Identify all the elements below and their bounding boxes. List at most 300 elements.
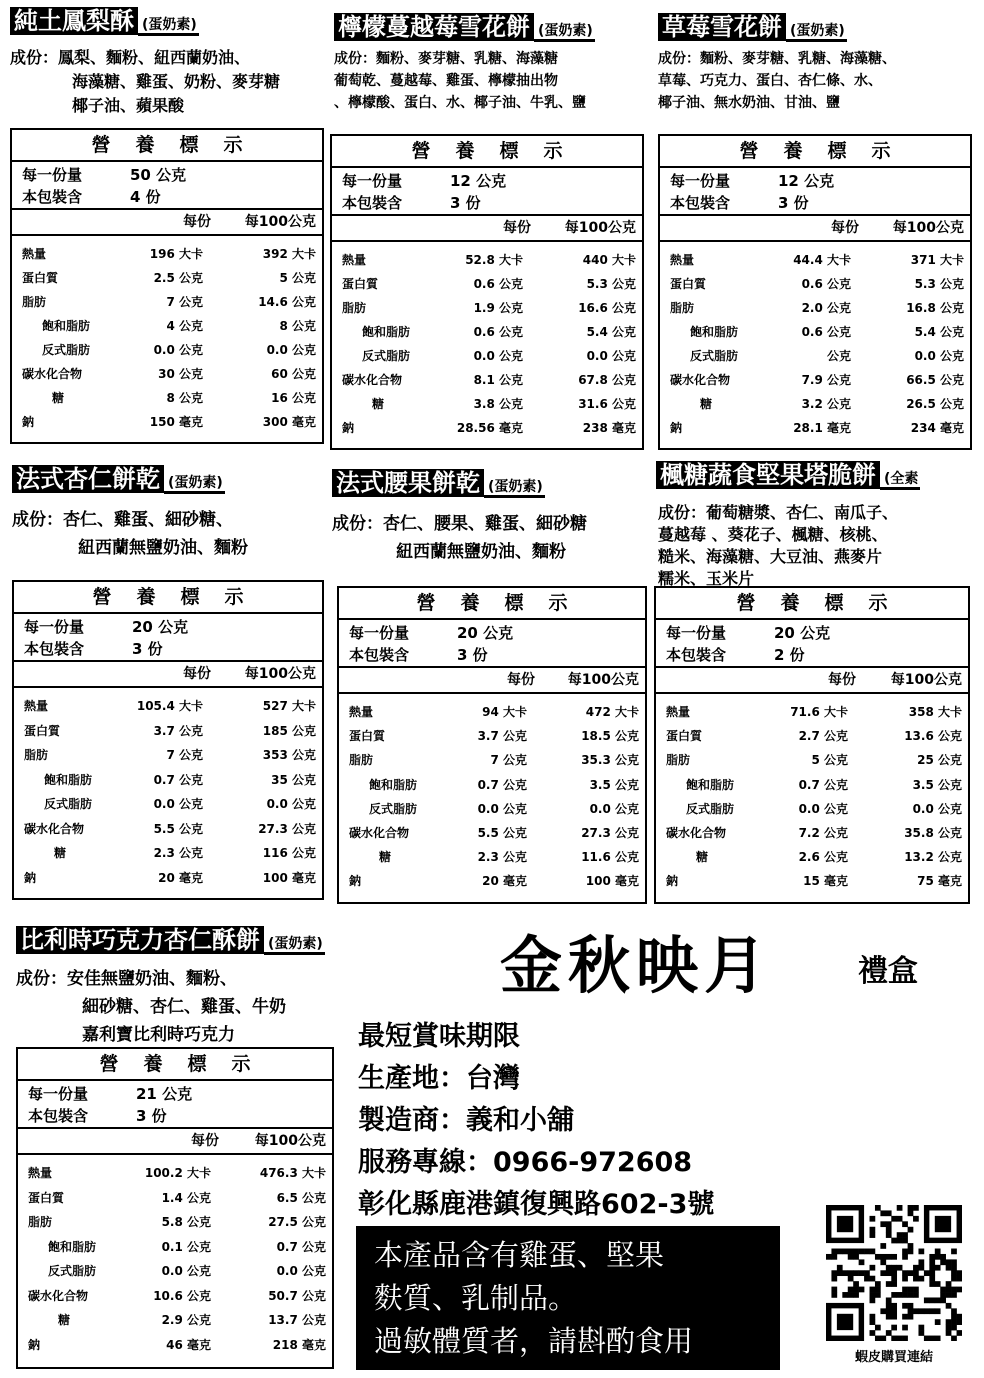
column-headers <box>14 662 322 688</box>
nutrient-per-100g: 6.5 公克 <box>276 1190 326 1205</box>
nutrient-name: 碳水化合物 <box>342 373 403 387</box>
servings-per-pack-value: 3 份 <box>132 640 163 658</box>
nutrient-per-100g: 0.0 公克 <box>276 1264 326 1278</box>
nutrient-per-serving: 10.6 公克 <box>153 1288 211 1303</box>
servings-per-pack-label: 本包裝含 <box>670 194 731 212</box>
qr-code[interactable] <box>826 1205 962 1341</box>
nutrient-row-protein <box>14 719 322 743</box>
serving-size-value: 20 公克 <box>457 624 514 642</box>
serving-size-row <box>349 622 645 644</box>
nutrient-name: 反式脂肪 <box>369 801 418 816</box>
nutrient-per-100g: 0.0 公克 <box>586 349 636 363</box>
nutrient-row-carbohydrate <box>18 1284 332 1308</box>
nutrient-per-serving: 8 公克 <box>166 391 203 405</box>
nutrient-per-serving: 3.7 公克 <box>153 723 203 738</box>
servings-per-pack-value: 2 份 <box>774 646 805 664</box>
nutrient-row-sodium <box>14 866 322 890</box>
nutrient-name: 飽和脂肪 <box>690 325 739 339</box>
ingredients <box>334 48 652 114</box>
nutrient-per-100g: 5.3 公克 <box>914 277 964 291</box>
nutrient-name: 鈉 <box>666 874 679 889</box>
nutrient-row-fat <box>332 296 642 320</box>
nutrient-name: 蛋白質 <box>24 723 61 738</box>
ingredient-line: 草莓、巧克力、蛋白、杏仁條、水、 <box>658 73 882 89</box>
nutrient-per-serving: 7 公克 <box>166 295 203 309</box>
nutrient-per-serving: 71.6 大卡 <box>790 705 848 719</box>
nutrition-rows <box>18 1155 332 1367</box>
gift-box-label: 禮盒 <box>858 954 918 989</box>
nutrient-row-sugar <box>660 392 970 416</box>
nutrient-name: 脂肪 <box>666 753 691 768</box>
nutrient-per-100g: 185 公克 <box>262 723 316 738</box>
nutrient-row-saturated-fat <box>660 320 970 344</box>
nutrient-name: 糖 <box>700 397 713 411</box>
nutrient-per-serving: 44.4 大卡 <box>793 253 851 267</box>
product-info <box>358 1016 714 1226</box>
nutrient-per-100g: 50.7 公克 <box>268 1288 326 1303</box>
product-title <box>10 6 199 40</box>
ingredients <box>16 965 342 1049</box>
serving-info <box>660 168 970 216</box>
nutrient-per-100g: 5.3 公克 <box>586 277 636 291</box>
nutrition-table <box>654 586 970 904</box>
nutrient-per-100g: 5.4 公克 <box>586 325 636 339</box>
serving-info <box>12 162 322 210</box>
nutrition-rows <box>660 242 970 448</box>
column-headers <box>12 210 322 236</box>
nutrient-name: 反式脂肪 <box>48 1264 97 1278</box>
nutrient-name: 糖 <box>58 1313 71 1327</box>
diet-tag: (蛋奶素) <box>164 475 225 494</box>
nutrient-name: 飽和脂肪 <box>362 325 411 339</box>
nutrient-row-carbohydrate <box>656 821 968 845</box>
ingredient-line: 成份：葡萄糖漿、杏仁、南瓜子、 <box>658 503 899 522</box>
nutrient-name: 蛋白質 <box>342 277 379 291</box>
product-name: 檸檬蔓越莓雪花餅 <box>334 13 534 41</box>
nutrient-per-serving: 0.6 公克 <box>473 277 523 291</box>
nutrient-row-sugar <box>18 1308 332 1332</box>
nutrient-per-100g: 26.5 公克 <box>906 397 964 411</box>
nutrient-name: 熱量 <box>22 247 47 261</box>
nutrient-per-100g: 3.5 公克 <box>589 777 639 792</box>
nutrient-row-fat <box>18 1210 332 1234</box>
nutrient-row-saturated-fat <box>339 773 645 797</box>
nutrient-name: 蛋白質 <box>349 729 386 744</box>
servings-per-pack-label: 本包裝含 <box>22 188 83 206</box>
nutrient-per-serving: 94 大卡 <box>482 705 527 719</box>
servings-per-pack-value: 3 份 <box>778 194 809 212</box>
nutrient-name: 脂肪 <box>22 295 47 309</box>
per-serving-header: 每份 <box>183 666 211 682</box>
nutrient-name: 蛋白質 <box>666 729 703 744</box>
nutrient-per-100g: 371 大卡 <box>910 253 964 267</box>
nutrient-per-serving: 28.1 毫克 <box>793 421 851 435</box>
column-headers <box>656 668 968 694</box>
nutrient-per-100g: 300 毫克 <box>262 415 316 429</box>
nutrient-per-100g: 14.6 公克 <box>258 295 316 309</box>
product-name: 法式杏仁餅乾 <box>12 465 164 493</box>
ingredient-line: 海藻糖、雞蛋、奶粉、麥芽糖 <box>72 72 281 91</box>
product-title <box>332 468 545 502</box>
nutrient-per-serving: 0.1 公克 <box>161 1239 211 1254</box>
nutrient-per-serving: 0.6 公克 <box>801 325 851 339</box>
nutrient-per-100g: 392 大卡 <box>262 247 316 261</box>
per-100g-header: 每100公克 <box>244 666 316 682</box>
ingredients <box>332 510 644 566</box>
ingredient-line: 成份：杏仁、雞蛋、細砂糖、 <box>12 510 233 530</box>
servings-per-pack-row <box>666 644 968 666</box>
nutrient-per-serving: 15 毫克 <box>803 874 848 889</box>
ingredient-line: 紐西蘭無鹽奶油、麵粉 <box>78 538 248 558</box>
nutrient-per-serving: 2.3 公克 <box>153 846 203 860</box>
nutrient-name: 熱量 <box>24 699 49 713</box>
nutrient-per-100g: 13.6 公克 <box>904 729 962 744</box>
per-serving-header: 每份 <box>828 672 856 688</box>
nutrient-per-100g: 116 公克 <box>262 846 316 860</box>
nutrient-name: 糖 <box>54 846 67 860</box>
servings-per-pack-label: 本包裝含 <box>349 646 410 664</box>
serving-size-value: 20 公克 <box>774 624 831 642</box>
nutrient-name: 脂肪 <box>349 753 374 768</box>
nutrient-per-100g: 67.8 公克 <box>578 373 636 387</box>
nutrient-row-carbohydrate <box>332 368 642 392</box>
nutrient-per-100g: 60 公克 <box>271 367 316 381</box>
serving-size-label: 每一份量 <box>28 1085 89 1103</box>
nutrient-name: 反式脂肪 <box>690 349 739 363</box>
nutrient-per-serving: 4 公克 <box>166 319 203 333</box>
nutrient-per-serving: 100.2 大卡 <box>144 1166 211 1180</box>
servings-per-pack-row <box>28 1105 332 1127</box>
nutrient-name: 鈉 <box>24 870 37 885</box>
per-100g-header: 每100公克 <box>892 220 964 236</box>
nutrient-row-carbohydrate <box>14 817 322 841</box>
diet-tag: (蛋奶素) <box>786 23 847 42</box>
nutrient-per-serving: 0.0 公克 <box>161 1264 211 1278</box>
nutrient-row-trans-fat <box>339 797 645 821</box>
per-100g-header: 每100公克 <box>567 672 639 688</box>
nutrient-per-serving: 7 公克 <box>166 748 203 762</box>
product-title <box>658 12 847 46</box>
nutrient-row-saturated-fat <box>18 1235 332 1259</box>
ingredient-line: 成份：杏仁、腰果、雞蛋、細砂糖 <box>332 514 587 534</box>
nutrient-name: 碳水化合物 <box>670 373 731 387</box>
nutrient-per-100g: 18.5 公克 <box>581 729 639 744</box>
allergy-line: 本產品含有雞蛋、堅果 <box>374 1238 665 1272</box>
nutrient-per-100g: 358 大卡 <box>908 705 962 719</box>
nutrient-row-protein <box>12 266 322 290</box>
nutrient-row-carbohydrate <box>339 821 645 845</box>
nutrient-name: 鈉 <box>28 1337 41 1352</box>
nutrient-row-protein <box>339 724 645 748</box>
column-headers <box>332 216 642 242</box>
serving-size-value: 12 公克 <box>778 172 835 190</box>
nutrient-name: 脂肪 <box>670 301 695 315</box>
nutrient-per-100g: 3.5 公克 <box>912 777 962 792</box>
nutrient-per-serving: 8.1 公克 <box>473 373 523 387</box>
diet-tag: (全素 <box>880 471 920 490</box>
serving-size-row <box>666 622 968 644</box>
nutrition-table <box>10 128 324 444</box>
nutrient-row-protein <box>18 1186 332 1210</box>
servings-per-pack-row <box>22 186 322 208</box>
nutrition-table <box>12 580 324 900</box>
per-100g-header: 每100公克 <box>244 214 316 230</box>
nutrient-row-protein <box>332 272 642 296</box>
serving-size-label: 每一份量 <box>670 172 731 190</box>
nutrient-per-100g: 66.5 公克 <box>906 373 964 387</box>
nutrient-name: 碳水化合物 <box>666 826 727 840</box>
nutrient-row-sugar <box>12 386 322 410</box>
nutrient-row-protein <box>660 272 970 296</box>
nutrient-per-serving: 5.5 公克 <box>153 821 203 836</box>
diet-tag: (蛋奶素) <box>264 936 325 955</box>
nutrient-per-serving: 5.5 公克 <box>477 826 527 840</box>
nutrient-row-trans-fat <box>660 344 970 368</box>
nutrient-per-serving: 7 公克 <box>490 753 527 768</box>
origin-line: 生產地：台灣 <box>358 1063 520 1094</box>
servings-per-pack-row <box>670 192 970 214</box>
nutrient-per-serving: 3.2 公克 <box>801 397 851 411</box>
column-headers <box>18 1129 332 1155</box>
nutrient-row-trans-fat <box>12 338 322 362</box>
servings-per-pack-label: 本包裝含 <box>342 194 403 212</box>
nutrient-per-100g: 16.8 公克 <box>906 301 964 315</box>
nutrient-per-100g: 75 毫克 <box>917 874 962 889</box>
nutrient-name: 飽和脂肪 <box>44 772 93 787</box>
ingredient-line: 成份：安佳無鹽奶油、麵粉、 <box>16 969 237 989</box>
nutrient-row-sugar <box>14 841 322 865</box>
serving-size-value: 12 公克 <box>450 172 507 190</box>
address-line: 彰化縣鹿港鎮復興路602-3號 <box>358 1189 715 1220</box>
ingredient-line: 紐西蘭無鹽奶油、麵粉 <box>396 542 566 562</box>
nutrient-row-sugar <box>332 392 642 416</box>
nutrition-header: 營養標示 <box>18 1049 332 1081</box>
ingredient-line: 糙米、海藻糖、大豆油、燕麥片 <box>658 547 883 566</box>
ingredient-line: 糯米、玉米片 <box>658 569 755 588</box>
nutrient-per-100g: 16.6 公克 <box>578 301 636 315</box>
nutrient-name: 反式脂肪 <box>44 797 93 811</box>
nutrient-row-fat <box>339 748 645 772</box>
nutrient-name: 熱量 <box>342 253 367 267</box>
nutrient-per-100g: 25 公克 <box>917 753 962 768</box>
nutrient-per-serving: 公克 <box>826 349 851 363</box>
nutrition-header: 營養標示 <box>660 136 970 168</box>
nutrient-per-100g: 35 公克 <box>271 772 316 787</box>
ingredient-line: 椰子油、無水奶油、甘油、鹽 <box>658 95 840 111</box>
serving-info <box>14 614 322 662</box>
nutrient-row-calories <box>12 242 322 266</box>
nutrition-header: 營養標示 <box>12 130 322 162</box>
allergy-warning <box>356 1226 780 1370</box>
nutrient-per-100g: 0.0 公克 <box>266 343 316 357</box>
nutrient-row-carbohydrate <box>660 368 970 392</box>
nutrient-per-serving: 20 毫克 <box>158 870 203 885</box>
nutrition-rows <box>12 236 322 442</box>
brand-title: 金秋映月 <box>500 929 773 1002</box>
ingredients <box>12 506 302 562</box>
nutrient-per-100g: 0.0 公克 <box>914 349 964 363</box>
nutrient-per-serving: 5.8 公克 <box>161 1215 211 1229</box>
nutrition-table <box>16 1047 334 1369</box>
nutrient-per-100g: 0.0 公克 <box>912 801 962 816</box>
nutrient-row-calories <box>18 1161 332 1185</box>
ingredient-line: 成份：麵粉、麥芽糖、乳糖、海藻糖 <box>334 51 558 67</box>
nutrient-per-serving: 150 毫克 <box>149 415 203 429</box>
nutrient-row-sodium <box>339 869 645 893</box>
nutrient-per-serving: 20 毫克 <box>482 874 527 889</box>
product-name: 純土鳳梨酥 <box>10 7 138 35</box>
nutrition-header: 營養標示 <box>332 136 642 168</box>
per-100g-header: 每100公克 <box>564 220 636 236</box>
nutrient-per-100g: 13.7 公克 <box>268 1313 326 1327</box>
nutrition-rows <box>14 688 322 898</box>
nutrient-name: 飽和脂肪 <box>686 777 735 792</box>
product-title <box>16 925 325 959</box>
serving-size-value: 50 公克 <box>130 166 187 184</box>
serving-size-label: 每一份量 <box>349 624 410 642</box>
nutrient-per-100g: 476.3 大卡 <box>259 1166 326 1180</box>
nutrient-name: 飽和脂肪 <box>42 319 91 333</box>
ingredient-line: 葡萄乾、蔓越莓、雞蛋、檸檬抽出物 <box>334 73 558 89</box>
nutrient-per-serving: 2.7 公克 <box>798 729 848 744</box>
nutrient-row-sodium <box>660 416 970 440</box>
per-100g-header: 每100公克 <box>254 1133 326 1149</box>
nutrient-name: 鈉 <box>670 421 683 435</box>
product-title <box>656 460 920 494</box>
serving-size-row <box>24 616 322 638</box>
nutrient-name: 熱量 <box>349 705 374 719</box>
nutrition-header: 營養標示 <box>339 588 645 620</box>
serving-size-row <box>22 164 322 186</box>
serving-info <box>18 1081 332 1129</box>
nutrient-per-serving: 0.0 公克 <box>798 801 848 816</box>
nutrient-row-sodium <box>18 1333 332 1357</box>
serving-info <box>339 620 645 668</box>
product-title <box>12 464 225 498</box>
nutrient-per-100g: 27.3 公克 <box>258 821 316 836</box>
nutrient-per-100g: 31.6 公克 <box>578 397 636 411</box>
nutrient-row-trans-fat <box>656 797 968 821</box>
nutrient-per-100g: 472 大卡 <box>585 705 639 719</box>
nutrient-per-serving: 5 公克 <box>811 753 848 768</box>
nutrient-name: 糖 <box>696 850 709 865</box>
service-phone-line: 服務專線：0966-972608 <box>358 1147 693 1178</box>
nutrition-header: 營養標示 <box>14 582 322 614</box>
nutrient-row-calories <box>14 694 322 718</box>
nutrient-row-calories <box>332 248 642 272</box>
nutrient-name: 熱量 <box>670 253 695 267</box>
nutrient-row-sugar <box>656 845 968 869</box>
servings-per-pack-label: 本包裝含 <box>28 1107 89 1125</box>
nutrient-name: 反式脂肪 <box>42 343 91 357</box>
nutrient-per-serving: 2.6 公克 <box>798 850 848 865</box>
per-serving-header: 每份 <box>831 220 859 236</box>
nutrient-per-serving: 0.7 公克 <box>477 777 527 792</box>
nutrient-per-serving: 0.6 公克 <box>473 325 523 339</box>
nutrient-per-100g: 5 公克 <box>279 271 316 285</box>
nutrient-per-100g: 353 公克 <box>262 748 316 762</box>
serving-size-value: 21 公克 <box>136 1085 193 1103</box>
nutrient-per-serving: 3.7 公克 <box>477 729 527 744</box>
nutrient-name: 熱量 <box>666 705 691 719</box>
column-headers <box>660 216 970 242</box>
nutrient-row-trans-fat <box>332 344 642 368</box>
nutrient-per-serving: 0.0 公克 <box>153 797 203 811</box>
nutrient-row-saturated-fat <box>332 320 642 344</box>
nutrient-per-serving: 46 毫克 <box>166 1337 211 1352</box>
nutrient-per-serving: 7.2 公克 <box>798 826 848 840</box>
servings-per-pack-value: 3 份 <box>136 1107 167 1125</box>
nutrient-name: 脂肪 <box>28 1215 53 1229</box>
diet-tag: (蛋奶素) <box>534 23 595 42</box>
allergy-line: 麩質、乳制品。 <box>374 1281 578 1315</box>
nutrition-rows <box>656 694 968 902</box>
nutrient-per-100g: 5.4 公克 <box>914 325 964 339</box>
nutrient-per-serving: 105.4 大卡 <box>136 699 203 713</box>
product-title <box>334 12 595 46</box>
servings-per-pack-label: 本包裝含 <box>24 640 85 658</box>
nutrient-per-100g: 527 大卡 <box>262 699 316 713</box>
per-serving-header: 每份 <box>191 1133 219 1149</box>
nutrient-row-sodium <box>12 410 322 434</box>
qr-code-icon <box>826 1205 962 1341</box>
manufacturer-line: 製造商：義和小舖 <box>358 1105 574 1136</box>
nutrient-row-trans-fat <box>14 792 322 816</box>
ingredient-line: 嘉利寶比利時巧克力 <box>82 1025 235 1045</box>
per-100g-header: 每100公克 <box>890 672 962 688</box>
nutrient-row-calories <box>656 700 968 724</box>
nutrient-per-100g: 16 公克 <box>271 391 316 405</box>
diet-tag: (蛋奶素) <box>138 17 199 36</box>
per-serving-header: 每份 <box>183 214 211 230</box>
nutrient-row-protein <box>656 724 968 748</box>
nutrient-row-carbohydrate <box>12 362 322 386</box>
nutrient-row-sodium <box>332 416 642 440</box>
ingredient-line: 、檸檬酸、蛋白、水、椰子油、牛乳、鹽 <box>334 95 586 111</box>
nutrient-per-100g: 8 公克 <box>279 319 316 333</box>
serving-size-label: 每一份量 <box>666 624 727 642</box>
ingredient-line: 蔓越莓 、葵花子、楓糖、核桃、 <box>658 525 888 544</box>
nutrient-row-fat <box>660 296 970 320</box>
serving-size-label: 每一份量 <box>22 166 83 184</box>
nutrient-name: 脂肪 <box>342 301 367 315</box>
servings-per-pack-value: 4 份 <box>130 188 161 206</box>
servings-per-pack-row <box>342 192 642 214</box>
nutrient-per-serving: 0.6 公克 <box>801 277 851 291</box>
product-name: 法式腰果餅乾 <box>332 469 484 497</box>
nutrient-name: 鈉 <box>22 415 35 429</box>
nutrient-per-100g: 27.5 公克 <box>268 1215 326 1229</box>
serving-size-row <box>28 1083 332 1105</box>
nutrient-row-calories <box>339 700 645 724</box>
nutrient-row-sodium <box>656 869 968 893</box>
nutrient-per-100g: 238 毫克 <box>582 421 636 435</box>
servings-per-pack-label: 本包裝含 <box>666 646 727 664</box>
nutrition-header: 營養標示 <box>656 588 968 620</box>
product-name: 比利時巧克力杏仁酥餅 <box>16 926 264 954</box>
ingredients <box>658 502 968 590</box>
ingredient-line: 細砂糖、杏仁、雞蛋、牛奶 <box>82 997 286 1017</box>
nutrient-name: 碳水化合物 <box>22 367 83 381</box>
nutrient-per-100g: 27.3 公克 <box>581 826 639 840</box>
nutrient-per-serving: 2.5 公克 <box>153 271 203 285</box>
serving-info <box>332 168 642 216</box>
nutrient-name: 脂肪 <box>24 748 49 762</box>
nutrient-name: 糖 <box>372 397 385 411</box>
nutrient-name: 鈉 <box>349 874 362 889</box>
nutrient-name: 飽和脂肪 <box>48 1239 97 1254</box>
nutrient-per-serving: 0.7 公克 <box>798 777 848 792</box>
